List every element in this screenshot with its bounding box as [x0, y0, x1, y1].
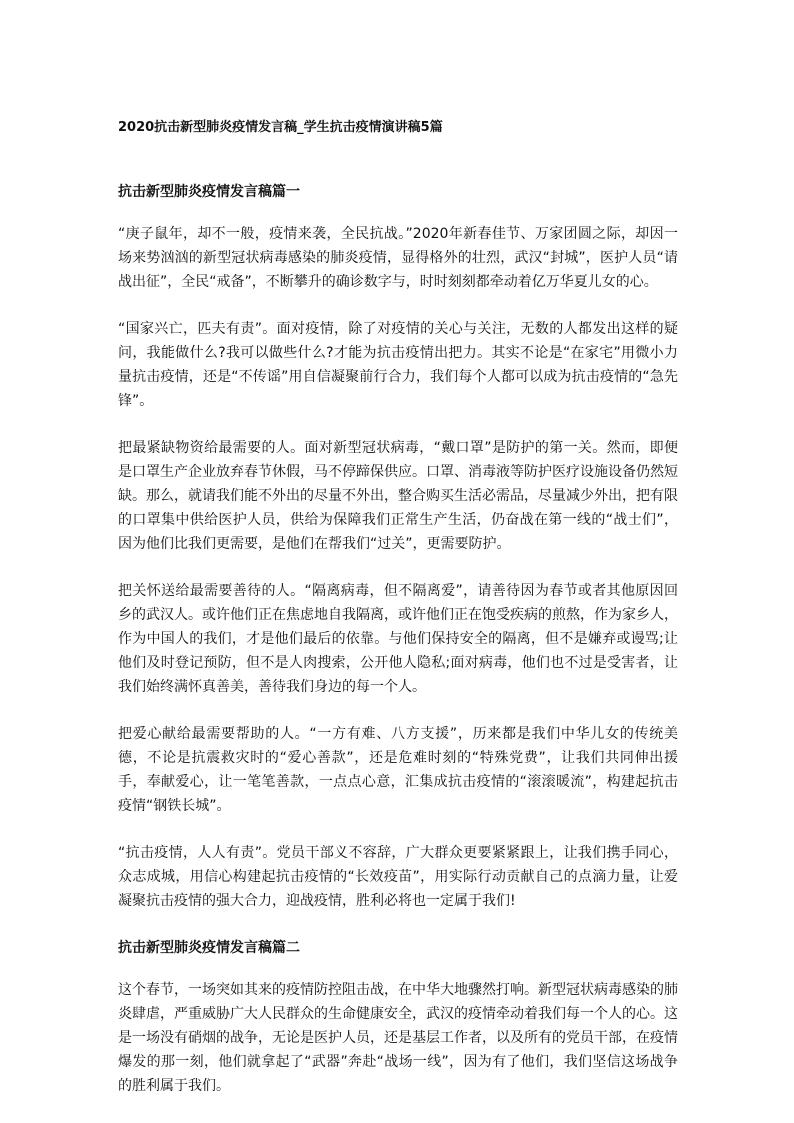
spacer — [118, 142, 678, 180]
section-heading-1: 抗击新型肺炎疫情发言稿篇一 — [118, 184, 300, 200]
paragraph: “庚子鼠年，却不一般，疫情来袭，全民抗战。”2020年新春佳节、万家团圆之际，却因一场来势汹汹的新型冠状病毒感染的肺炎疫情，显得格外的壮烈，武汉“封城”，医护人员“请战出征”，全民“戒备”，不断攀升的确诊数字与，时时刻刻都牵动着亿万华夏儿女的心。 — [118, 226, 678, 290]
spacer — [118, 204, 678, 222]
document-body — [118, 114, 678, 1098]
paragraph: 这个春节，一场突如其来的疫情防控阻击战，在中华大地骤然打响。新型冠状病毒感染的肺炎肆虐，严重威胁广大人民群众的生命健康安全，武汉的疫情牵动着我们每一个人的心。这是一场没有硝烟的战争，无论是医护人员，还是基层工作者，以及所有的党员干部，在疫情爆发的那一刻，他们就拿起了“武器”奔赴“战场一线”，因为有了他们，我们坚信这场战争的胜利属于我们。 — [118, 982, 678, 1094]
spacer — [118, 294, 678, 317]
spacer — [118, 556, 678, 579]
spacer — [118, 913, 678, 936]
paragraph: “抗击疫情，人人有责”。党员干部义不容辞，广大群众更要紧紧跟上，让我们携手同心，众志成城，用信心构建起抗击疫情的“长效疫苗”，用实际行动贡献自己的点滴力量，让爱凝聚抗击疫情的强大合力，迎战疫情，胜利必将也一定属于我们! — [118, 845, 678, 909]
spacer — [118, 818, 678, 841]
document-title: 2020抗击新型肺炎疫情发言稿_学生抗击疫情演讲稿5篇 — [118, 120, 443, 135]
spacer — [118, 960, 678, 978]
paragraph: 把爱心献给最需要帮助的人。“一方有难、八方支援”，历来都是我们中华儿女的传统美德，不论是抗震救灾时的“爱心善款”，还是危难时刻的“特殊党费”，让我们共同伸出援手，奉献爱心，让一笔笔善款，一点点心意，汇集成抗击疫情的“滚滚暖流”，构建起抗击疫情“钢铁长城”。 — [118, 726, 678, 814]
spacer — [118, 413, 678, 436]
paragraph: 把最紧缺物资给最需要的人。面对新型冠状病毒，“戴口罩”是防护的第一关。然而，即便是口罩生产企业放弃春节休假，马不停蹄保供应。口罩、消毒液等防护医疗设施设备仍然短缺。那么，就请我们能不外出的尽量不外出，整合购买生活必需品，尽量减少外出，把有限的口罩集中供给医护人员，供给为保障我们正常生产生活，仍奋战在第一线的“战士们”，因为他们比我们更需要，是他们在帮我们“过关”，更需要防护。 — [118, 440, 678, 552]
section-heading-2: 抗击新型肺炎疫情发言稿篇二 — [118, 940, 300, 956]
paragraph: “国家兴亡，匹夫有责”。面对疫情，除了对疫情的关心与关注，无数的人都发出这样的疑问，我能做什么?我可以做些什么?才能为抗击疫情出把力。其实不论是“在家宅”用微小力量抗击疫情，还是“不传谣”用自信凝聚前行合力，我们每个人都可以成为抗击疫情的“急先锋”。 — [118, 321, 678, 409]
spacer — [118, 699, 678, 722]
paragraph: 把关怀送给最需要善待的人。“隔离病毒，但不隔离爱”，请善待因为春节或者其他原因回乡的武汉人。或许他们正在焦虑地自我隔离，或许他们正在饱受疾病的煎熬，作为家乡人，作为中国人的我们，才是他们最后的依靠。与他们保持安全的隔离，但不是嫌弃或谩骂;让他们及时登记预防，但不是人肉搜索，公开他人隐私;面对病毒，他们也不过是受害者，让我们始终满怀真善美，善待我们身边的每一个人。 — [118, 583, 678, 695]
